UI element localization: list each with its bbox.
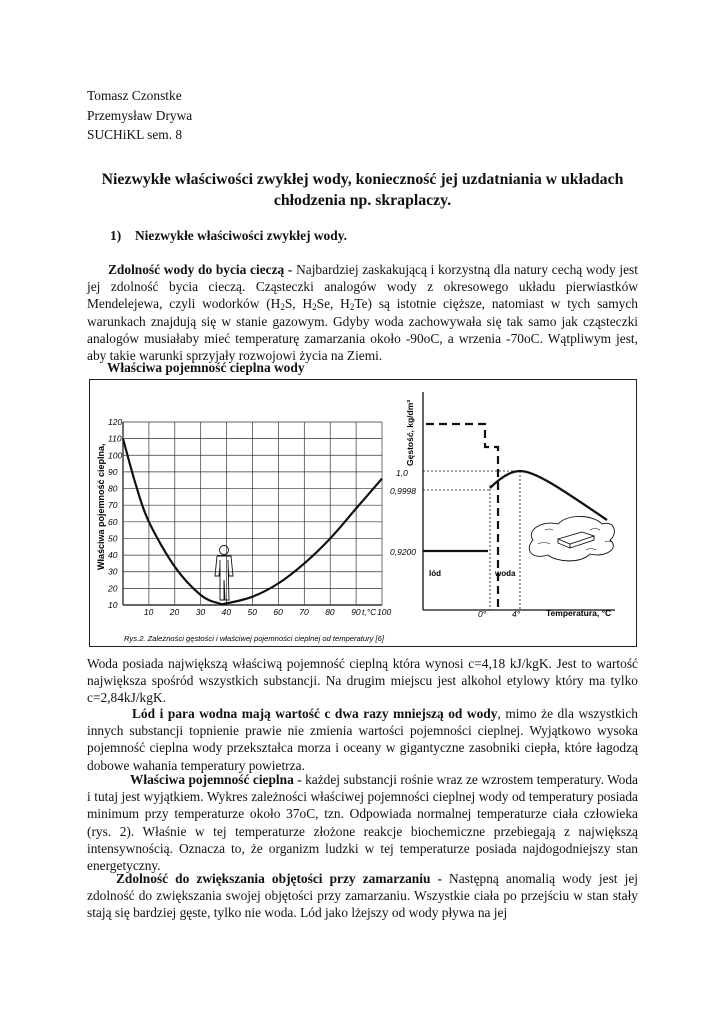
paragraph-text: S, H — [284, 296, 313, 312]
paragraph-expansion — [87, 870, 638, 922]
heat-capacity-xtick: 60 — [273, 607, 283, 617]
heat-capacity-ytick: 90 — [108, 466, 118, 477]
paragraph-text: każdej substancji rośnie wraz ze wzrostem temperatury. Woda i tutaj jest wyjątkiem. Wykres zależności właściwej pojemności cieplnej wody od temperatury posiada minimum przy temperaturze około 37oC, tzn. Odpowiada normalnej temperaturze ciała człowieka (rys. 2). Właśnie w tej temperaturze złożone reakcje biochemiczne przebiegają z największą intensywnością. Oznacza to, że organizm ludzki w tej temperaturze posiada najdogodniejszy stan energetyczny. — [87, 772, 638, 874]
course-label: SUCHiKL sem. 8 — [87, 127, 183, 142]
heat-capacity-ytick: 30 — [108, 566, 118, 577]
heat-capacity-ytick: 120 — [108, 417, 123, 427]
paragraph-lead: Zdolność do zwiększania objętości przy zamarzaniu - — [116, 871, 442, 886]
heat-capacity-ytick: 40 — [108, 550, 118, 561]
paragraph-text: Te) są istotnie cięższe, natomiast w tych samych warunkach znajdują się w stanie gazowym. Gdyby woda zachowywała się tak samo jak cząsteczki analogów musiałaby mieć temperaturę zamarzania około -90oC, a wrzenia -70oC. Wątpliwym jest, aby takie warunki sprzyjały rozwojowi życia na Ziemi. — [87, 296, 638, 364]
figure — [89, 379, 637, 647]
heat-capacity-xtick: 100 — [377, 607, 392, 617]
heat-capacity-grid — [123, 422, 382, 605]
heat-capacity-ytick: 80 — [108, 483, 118, 494]
density-ytick: 1,0 — [396, 468, 408, 478]
heat-capacity-ytick: 50 — [108, 533, 118, 544]
density-ylabel: Gęstość, kg/dm³ — [405, 399, 415, 466]
author-block — [87, 86, 192, 145]
heat-capacity-xtick: 10 — [143, 607, 154, 617]
paragraph-lead: Zdolność wody do bycia cieczą - — [108, 262, 293, 277]
density-xlabel: Temperatura, °C — [546, 608, 612, 618]
heat-capacity-xtick: 20 — [169, 607, 180, 617]
heat-capacity-ytick: 110 — [108, 433, 122, 444]
water-density-line — [490, 471, 607, 520]
heat-capacity-xtick: 40 — [221, 607, 232, 617]
density-ytick: 0,9200 — [390, 547, 416, 557]
heat-capacity-ytick: 20 — [108, 583, 118, 594]
heat-capacity-xunit: t,°C — [362, 607, 377, 617]
density-ytick: 0,9998 — [390, 486, 416, 496]
subscript: 2 — [349, 302, 355, 313]
density-chart — [423, 392, 615, 610]
heat-capacity-ytick: 60 — [108, 516, 118, 527]
section-heading — [110, 228, 347, 244]
paragraph-text: Najbardziej zaskakującą i korzystną dla natury cechą wody jest jej zdolność bycia cieczą. Cząsteczki analogów wody z okresowego układu pierwiastków Mendelejewa, czyli wodorków (H — [87, 262, 638, 312]
heat-capacity-ytick: 70 — [108, 500, 118, 511]
heat-capacity-xtick: 30 — [195, 607, 206, 617]
heat-capacity-xtick: 50 — [247, 607, 257, 617]
section-title: Niezwykłe właściwości zwykłej wody. — [135, 228, 347, 243]
heat-capacity-ytick: 10 — [108, 600, 118, 610]
figure-svg — [90, 380, 638, 648]
document-title: Niezwykłe właściwości zwykłej wody, konieczność jej uzdatniania w układach chłodzenia np. skraplaczy. — [101, 171, 624, 209]
density-xtick: 0° — [478, 609, 487, 619]
section-number: 1) — [110, 228, 122, 243]
density-xtick: 4° — [512, 609, 521, 619]
ice-floating-icon — [529, 516, 614, 560]
volume-dashed-line — [426, 424, 498, 610]
paragraph-specific-heat — [87, 771, 638, 874]
ice-region-label: lód — [429, 569, 441, 578]
heat-capacity-xtick: 90 — [351, 607, 361, 617]
paragraph-heat-capacity-value: Woda posiada największą właściwą pojemność cieplną która wynosi c=4,18 kJ/kgK. Jest to wartość największa spośród wszystkich substancji. Na drugim miejscu jest alkohol etylowy który ma tylko c=2,84kJ/kgK. — [87, 656, 638, 706]
paragraph-lead: Właściwa pojemność cieplna - — [130, 772, 302, 787]
author-name: Przemysław Drywa — [87, 107, 193, 123]
paragraph-lead: Lód i para wodna mają wartość c dwa razy mniejszą od wody — [132, 706, 498, 721]
paragraph-liquid — [87, 261, 638, 364]
paragraph-ice-steam — [87, 705, 638, 774]
paragraph-text: Se, H — [316, 296, 350, 312]
human-figure-icon — [215, 546, 233, 601]
heat-capacity-xtick: 70 — [299, 607, 309, 617]
heat-capacity-ytick: 100 — [108, 450, 123, 461]
water-region-label: woda — [495, 569, 516, 578]
paragraph-text: , mimo że dla wszystkich innych substancji topnienie prawie nie zmienia wartości pojemności cieplnej. Wyjątkowo wysoka pojemność cieplna wody przekształca morza i oceany w gigantyczne zasobniki ciepła, które łagodzą dobowe wahania temperatury powietrza. — [87, 706, 638, 773]
figure-caption: Rys.2. Zależności gęstości i właściwej pojemności cieplnej od temperatury [6] — [124, 634, 384, 643]
heat-capacity-ylabel: Właściwa pojemność cieplna, — [96, 443, 106, 570]
subscript: 2 — [280, 302, 285, 313]
paragraph-text: Następną anomalią wody jest jej zdolność do zwiększania swojej objętości przy zamarzaniu. Wszystkie ciała po przejściu w stan stały stają się bardziej gęste, tylko nie woda. Lód jako lżejszy od wody pływa na jej — [87, 871, 638, 921]
subscript: 2 — [312, 302, 317, 313]
figure-heading: Właściwa pojemność cieplna wody — [107, 360, 305, 375]
heat-capacity-xtick: 80 — [325, 607, 335, 617]
author-name: Tomasz Czonstke — [87, 88, 182, 103]
